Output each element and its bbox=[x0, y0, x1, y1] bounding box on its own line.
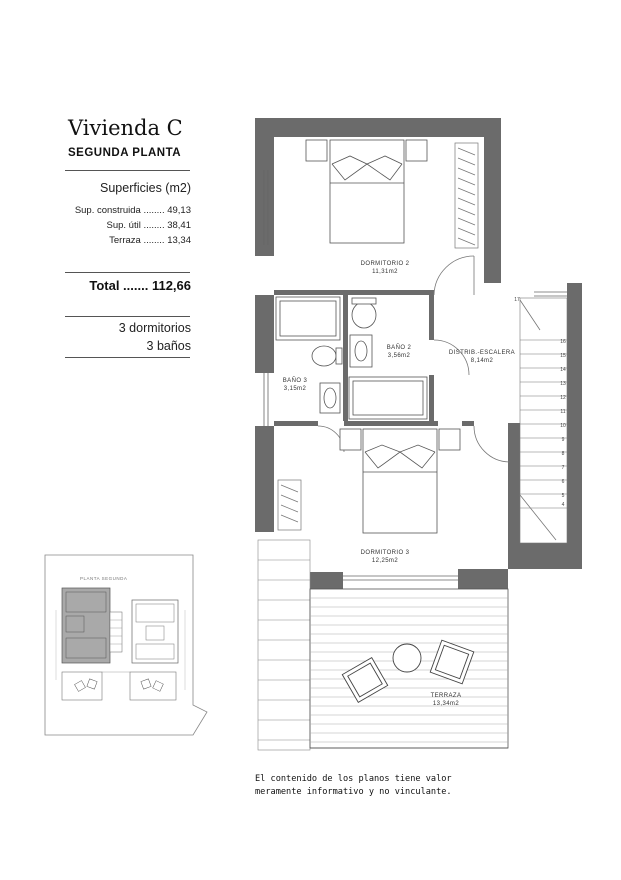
step-number: 14 bbox=[560, 367, 566, 373]
disclaimer-line: El contenido de los planos tiene valor bbox=[255, 774, 452, 784]
room-name-bano3: BAÑO 3 bbox=[282, 378, 308, 384]
step-number: 5 bbox=[561, 493, 565, 499]
step-number: 9 bbox=[561, 437, 565, 443]
room-name-dorm3: DORMITORIO 3 bbox=[360, 550, 410, 556]
key-plan bbox=[45, 555, 207, 735]
step-number: 15 bbox=[560, 353, 566, 359]
room-name-terraza: TERRAZA bbox=[430, 693, 462, 699]
surfaces-heading: Superficies (m2) bbox=[100, 181, 191, 195]
room-area-terraza: 13,34m2 bbox=[432, 701, 460, 707]
surface-row: Sup. útil ........ 38,41 bbox=[106, 220, 191, 231]
bedrooms-count: 3 dormitorios bbox=[118, 321, 191, 335]
room-area-bano3: 3,15m2 bbox=[283, 386, 307, 392]
roof-slope bbox=[258, 540, 310, 750]
surface-row: Sup. construida ........ 49,13 bbox=[74, 205, 191, 216]
disclaimer bbox=[255, 773, 515, 799]
step-number: 10 bbox=[560, 423, 566, 429]
room-name-distrib: DISTRIB.-ESCALERA bbox=[448, 350, 516, 356]
bathrooms-count: 3 baños bbox=[146, 339, 191, 353]
wardrobe-dorm2 bbox=[455, 143, 478, 248]
step-number: 4 bbox=[561, 502, 565, 508]
key-plan-highlight bbox=[62, 588, 110, 663]
key-plan-label: PLANTA SEGUNDA bbox=[80, 576, 128, 581]
staircase bbox=[520, 298, 567, 543]
step-number: 17 bbox=[514, 297, 520, 303]
step-number: 7 bbox=[561, 465, 565, 471]
surface-row: Terraza ........ 13,34 bbox=[109, 235, 191, 246]
step-number: 11 bbox=[560, 409, 566, 415]
room-area-dorm3: 12,25m2 bbox=[371, 558, 399, 564]
disclaimer-line: meramente informativo y no vinculante. bbox=[255, 787, 452, 797]
wardrobe-dorm3 bbox=[278, 480, 301, 530]
room-area-bano2: 3,56m2 bbox=[387, 353, 411, 359]
dwelling-title: Vivienda C bbox=[68, 116, 183, 140]
step-number: 13 bbox=[560, 381, 566, 387]
room-area-dorm2: 11,31m2 bbox=[372, 269, 398, 275]
stair-step-numbers bbox=[514, 297, 566, 508]
step-number: 6 bbox=[561, 479, 565, 485]
room-name-bano2: BAÑO 2 bbox=[386, 345, 412, 351]
room-name-dorm2: DORMITORIO 2 bbox=[360, 261, 410, 267]
bed-dorm3 bbox=[340, 429, 460, 533]
step-number: 12 bbox=[560, 395, 566, 401]
total-surface: Total ....... 112,66 bbox=[89, 278, 191, 293]
bed-dorm2 bbox=[306, 140, 427, 243]
step-number: 8 bbox=[561, 451, 565, 457]
room-area-distrib: 8,14m2 bbox=[470, 358, 494, 364]
step-number: 16 bbox=[560, 339, 566, 345]
floor-subtitle: SEGUNDA PLANTA bbox=[68, 147, 182, 159]
